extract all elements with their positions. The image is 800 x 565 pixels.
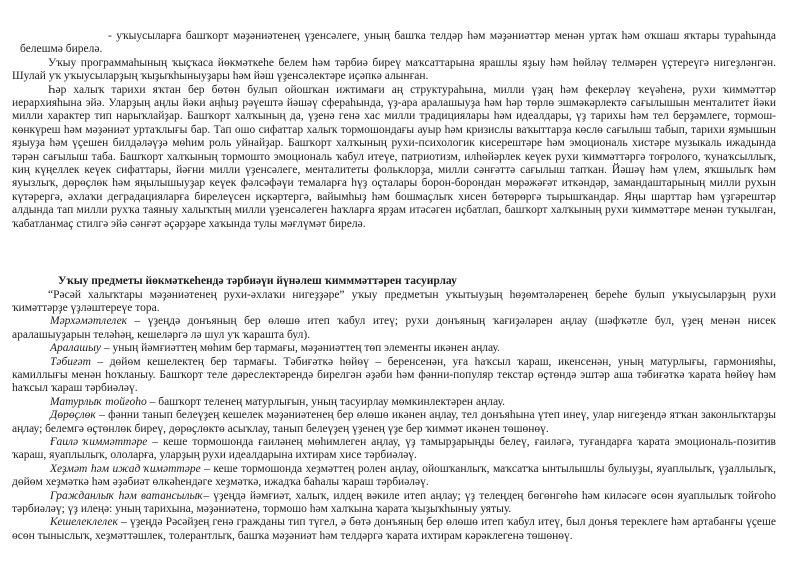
term-definition-kesheleklelek [12, 516, 776, 543]
term-name: Мәрхәмәтлелек [50, 315, 128, 328]
term-text: – фәнни танып белеүҙең кешелек мәҙәниәтенең бер өлөшө икәнен аңлау, тел донъяһына үтеп инеү, улар нигеҙендә ятҡан законлыҡтарҙы аңлау; белемгә өҫтөнлөк биреү, дөрөҫлөктө асыҡлау, танып белеүҙең үҙенең үҙе бер ҡиммәт икәнен төшөнөү. [12, 409, 776, 435]
term-name: Гражданлыҡ һәм ватансылыҡ [50, 489, 204, 502]
term-name: Дөрөҫлөк [50, 409, 96, 422]
values-section-heading: Уҡыу предметы йөкмәткеһендә тәрбиәүи йүнәлеш ҡимммәттәрен тасуирлау [58, 275, 457, 288]
term-definition-grazhdanlyk-vatansylyk [12, 490, 776, 517]
term-definition-maturlyk-toygoho [12, 396, 776, 409]
term-name: Ғаилә ҡиммәттәре [50, 435, 148, 448]
term-text: – башҡорт теленең матурлығын, уның тасуирлау мөмкинлектәрен аңлау. [146, 395, 505, 408]
term-name: Хеҙмәт һәм ижад ҡимәттәре [50, 462, 201, 475]
term-name: Аралашыу [50, 342, 102, 355]
term-name: Тәбиғәт [50, 355, 91, 368]
values-lead-paragraph: “Рәсәй халыҡтары мәҙәниәтенең рухи-әхлаҡи нигеҙҙәре” уҡыу предметын уҡытыуҙың һөҙөмтәләренең береһе булып уҡыусыларҙың рухи ҡимәттәрҙе үҙләштереүе тора. [12, 288, 776, 314]
term-text: – уның йәмғиәттең мөһим бер тармағы, мәҙәниәттең төп элементы икәнен аңлау. [101, 342, 501, 355]
term-definition-aralashyu [12, 342, 776, 355]
term-definition-doroslok [12, 409, 776, 436]
term-text: – дөйөм кешелектең бер тармағы. Тәбиғәткә һөйөү – беренсенән, уға һаҡсыл ҡараш, икенсенән, уның матурлығы, гармонияһы, камиллығы менән һоҡланыу. Башҡорт теле дәреслектәрендә бирелгән әҙәби һәм фәнни-популяр текстар өҫтөндә эштәр аша тәбиғәткә ҡарата һөйөү һәм һаҡсыл ҡараш тәрбиәләү. [12, 355, 776, 395]
term-definition-tebiget [12, 356, 776, 396]
term-name: Кешелеклелек [50, 516, 118, 529]
term-definition-khezmet-izhad [12, 463, 776, 490]
term-text: – үҙеңдә донъяның бер өлөшө итеп ҡабул итеү; рухи донъяның ҡағиҙәләрен аңлау (шәфҡәтле бул, үҙең менән нисек аралашыуҙарын теләһәң, кешеләргә лә шул уҡ ҡарашта бул). [12, 315, 776, 341]
term-text: – үҙеңдә йәмғиәт, халыҡ, илдең вәкиле итеп аңлау; үҙ телеңдең бөгөнгөһө һәм киләсәге өсөн яуаплылыҡ тойғоһо тәрбиәләү; үҙ илеңә: уның тарихына, мәҙәниәтенә, тормошо һәм халҡына ҡарата ҡыҙыҡһыныу уятыу. [12, 489, 777, 515]
term-definition-gaile-kimmettere [12, 436, 776, 463]
term-text: – кеше тормошонда ғаиләнең мөһимлеген аңлау, үҙ тамырҙарыңды белеү, ғаиләгә, туғандарға ҡарата эмоциональ-позитив ҡараш, яуаплылыҡ, ололарға, уларҙың рухи идеалдарына ихтирам хисе тәрбиәләү. [12, 435, 776, 462]
term-text: – үҙеңдә Рәсәйҙең генә гражданы тип түгел, ә бөтә донъяның бер өлөшө итеп ҡабул итеү, был донъя тереклеге һәм артабанғы үҫеше өсөн тыныслыҡ, хеҙмәттәшлек, толерантлыҡ, башҡа мәҙәниәт һәм телдәргә ҡарата ихтирам кәрәклегенә төшөнөү. [12, 516, 776, 542]
national-mentality-paragraph: Һәр халыҡ тарихи яҡтан бер бөтөн булып ойошҡан ижтимағи аң структураһына, милли үҙаң һәм фекерләү ҡеүәһенә, рухи ҡиммәттәр иерархияһына эйә. Уларҙың аңлы йәки аңһыҙ рәүештә йәшәү сфераһында, үҙ-ара аралашыуҙа һәм һәр төрлө эшмәкәрлектә сағылышын менталитет йәки милли характер тип нарыҡлайҙар. Башҡорт халҡының да, үҙенә генә хас милли традициялары һәм идеалдары, үҙ тарихы һәм тел берҙәмлеге, тормош-көнкүреш һәм мәҙәниәт уртаҡлығы бар. Тап ошо сифаттар халыҡ тормошондағы ауыр һәм кризислы ваҡыттарҙа көслө сағылыш табып, тарихи яҙмышын яҙыуҙа һәм үҫешен билдәләүҙә мөһим роль уйнайҙар. Башҡорт халҡының рухи-психологик кисерештәре һәм эмоциональ хистәре музыкаль ижадында тәрән сағылыш таба. Башҡорт халҡының тормошто эмоциональ ҡабул итеүе, патриотизм, илһөйәрлек кеүек рухи ҡиммәттәргә тоғролоғо, ҡунаҡсыллыҡ, киң күңеллек кеүек сифаттары, йәғни милли үҙенсәлеге, менталитеты фольклорҙа, милли сәнғәттә сағылыш тапҡан. Йәшәү һәм үлем, яҡшылыҡ һәм яуызлыҡ, дөрөҫлөк һәм яңылышыуҙар кеүек фәлсәфәүи темаларға һүҙ оҫталары борон-борондан мөрәжәғәт иткәндәр, замандаштарының милли рухын күтәрергә, әхлаҡи деградацияларға бирелеүсен иҫкәртергә, вайымһыҙ һәм бошмаҫлыҡ хисен бөтөрөргә тырышҡандар. Яңы шарттар һәм үҙгәрештәр алдында тап милли рухҡа таяныу халыҡтың милли үҙенсәлеген һаҡларға ярҙам итәсәген иҫбатлап, башҡорт халҡының рухи ҡиммәттәре менән туҡылған, ҡабатланмаҫ стилгә эйә сәнғәт әҫәрҙәре хаҡында тулы мәғлүмәт бирелә. [12, 83, 776, 230]
term-text: – кеше тормошонда хеҙмәттең ролен аңлау, ойошҡанлыҡ, маҡсатҡа ынтылышлы булыуҙы, яуаплылыҡ, үҙаллылыҡ, дөйөм хеҙмәткә һәм әҙәбиәт өлкәһендәге хеҙмәткә, ижадҡа баһалы ҡараш тәрбиәләү. [12, 462, 776, 489]
term-name: Матурлыҡ тойғоһо [50, 395, 147, 408]
intro-list-item: - уҡыусыларға башҡорт мәҙәниәтенең үҙенсәлеге, уның башҡа телдәр һәм мәҙәниәттәр менән уртаҡ һәм оҡшаш яҡтары тураһында белешмә бирелә. [20, 30, 776, 56]
program-summary-paragraph: Уҡыу программаһының ҡыҫҡаса йөкмәткеһе белем һәм тәрбиә биреү маҡсаттарына ярашлы яҙыу һәм һөйләү телмәрен үҫтереүгә нигеҙләнгән. Шулай уҡ уҡыусыларҙың ҡыҙыҡһыныуҙары һәм йәш үҙенсәлектәре иҫәпкә алынған. [12, 56, 776, 83]
term-definition-merkhemetlelek [12, 315, 776, 342]
